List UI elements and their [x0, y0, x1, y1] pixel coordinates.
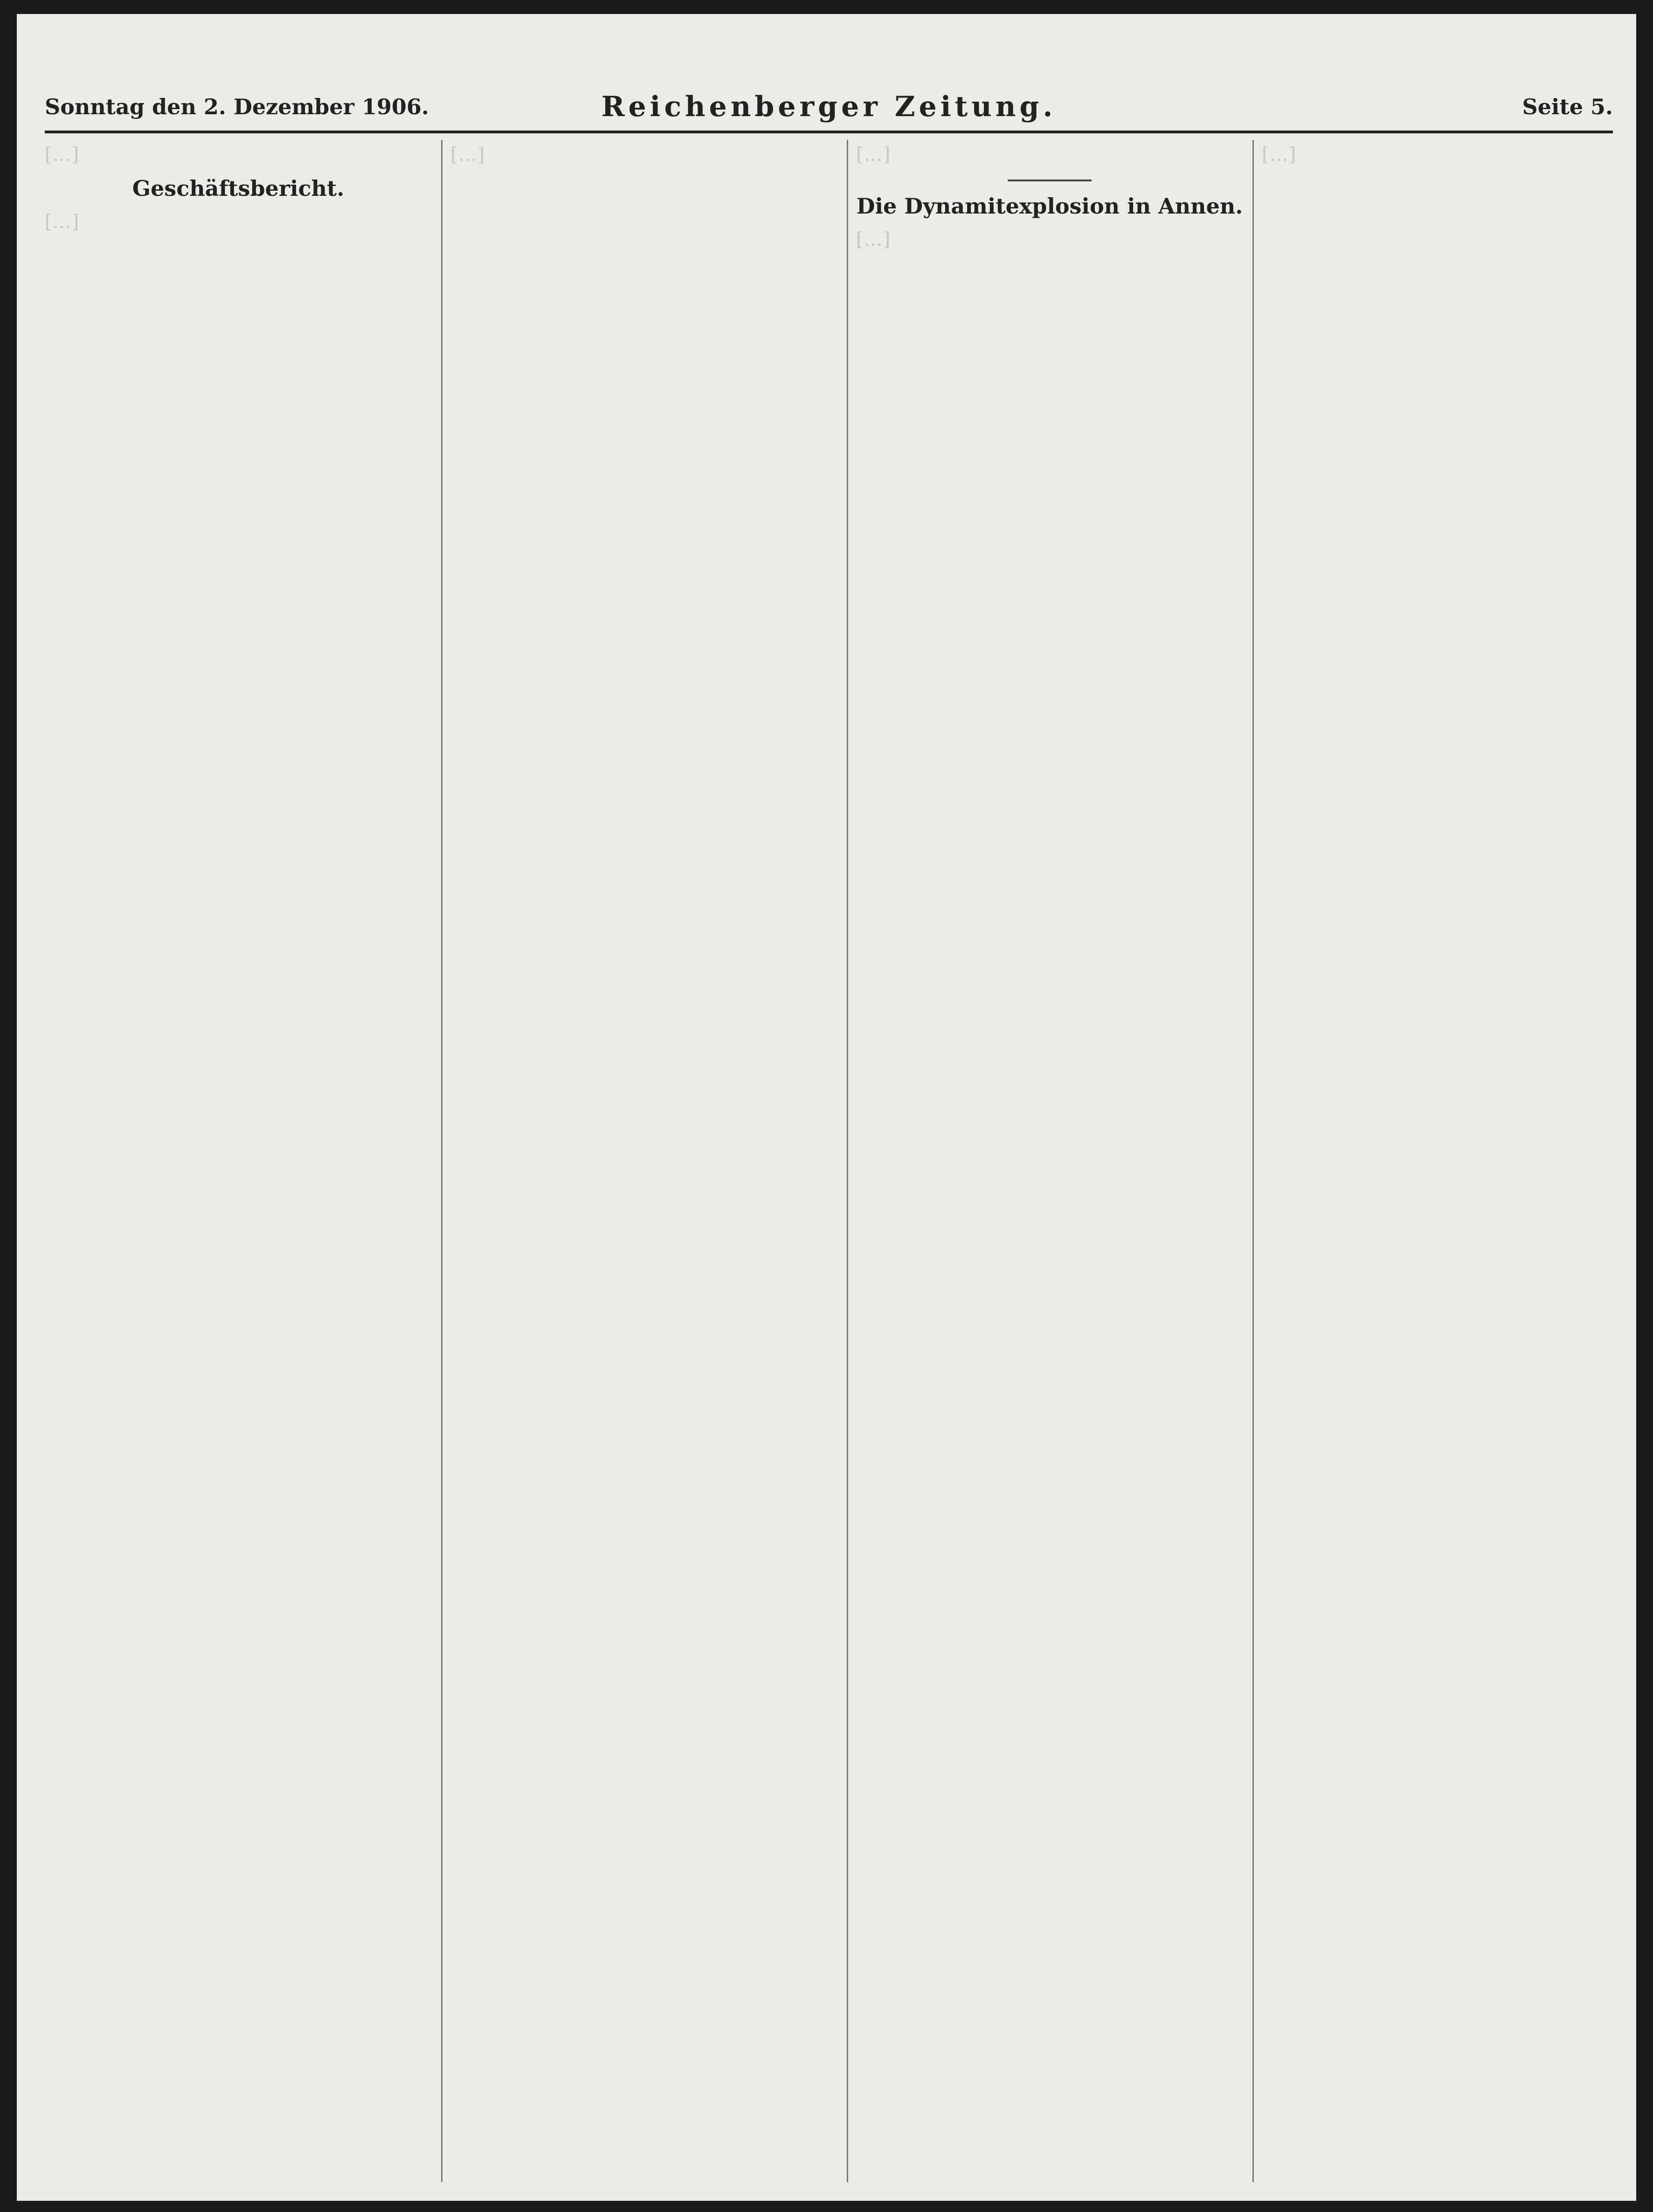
column-rule — [441, 140, 443, 2182]
unreadable-text-block: […] — [856, 229, 891, 250]
masthead-title: Reichenberger Zeitung. — [601, 90, 1057, 123]
unreadable-text-block: […] — [1262, 144, 1297, 166]
column-3 — [856, 142, 1243, 2182]
masthead-page-number: Seite 5. — [1522, 94, 1613, 119]
column-rule — [847, 140, 848, 2182]
unreadable-text-block: […] — [856, 144, 891, 166]
newspaper-page — [17, 14, 1636, 2201]
unreadable-text-block: […] — [45, 211, 80, 233]
section-heading: Die Dynamitexplosion in Annen. — [856, 194, 1243, 219]
unreadable-text-block: […] — [450, 144, 485, 166]
masthead — [45, 84, 1613, 133]
column-rule — [1252, 140, 1254, 2182]
column-2 — [450, 142, 837, 2182]
section-heading: Geschäftsbericht. — [132, 176, 345, 201]
unreadable-text-block: […] — [45, 144, 80, 166]
section-separator — [1008, 180, 1092, 181]
column-4 — [1262, 142, 1625, 2182]
masthead-date: Sonntag den 2. Dezember 1906. — [45, 94, 429, 119]
column-1 — [45, 142, 432, 2182]
